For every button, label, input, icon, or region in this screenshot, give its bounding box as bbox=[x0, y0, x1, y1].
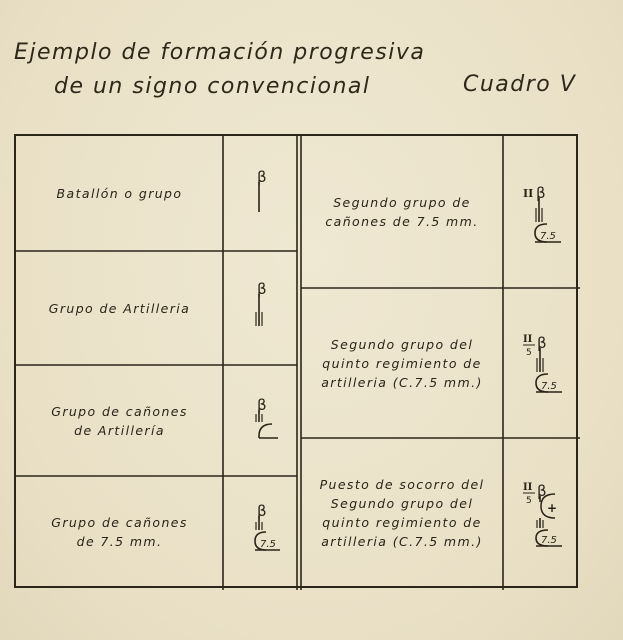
plate-number: Cuadro V bbox=[463, 72, 577, 97]
row-label: cañones de 7.5 mm. bbox=[325, 214, 479, 229]
grupo-artilleria-icon bbox=[245, 276, 285, 336]
svg-text:β: β bbox=[257, 168, 267, 186]
row-grupo-canones bbox=[16, 365, 223, 476]
svg-text:β: β bbox=[257, 502, 267, 520]
row-label: Segundo grupo de bbox=[333, 195, 471, 210]
row-grupo-canones-75 bbox=[16, 476, 223, 588]
puesto-socorro-icon bbox=[521, 476, 575, 554]
svg-text:II: II bbox=[523, 482, 533, 493]
row-label: de Artillería bbox=[74, 422, 165, 438]
batallon-grupo-icon bbox=[245, 164, 285, 224]
svg-text:7.5: 7.5 bbox=[541, 381, 557, 392]
title-line-1: Ejemplo de formación progresiva bbox=[14, 40, 426, 65]
segundo-grupo-canones-icon bbox=[521, 178, 571, 250]
row-label: Segundo grupo del bbox=[330, 496, 474, 511]
grupo-canones-75-icon bbox=[242, 498, 292, 560]
svg-text:β: β bbox=[257, 396, 267, 414]
row-grupo-artilleria bbox=[16, 251, 223, 365]
row-label: Grupo de cañones bbox=[51, 515, 188, 530]
title-line-2: de un signo convencional bbox=[54, 74, 371, 99]
segundo-grupo-quinto-regimiento-icon bbox=[521, 328, 573, 400]
svg-text:II: II bbox=[523, 334, 533, 345]
svg-text:β: β bbox=[536, 184, 546, 202]
row-label: de 7.5 mm. bbox=[76, 534, 163, 549]
grupo-canones-icon bbox=[242, 392, 292, 452]
row-label: quinto regimiento de bbox=[322, 355, 482, 371]
svg-text:β: β bbox=[537, 334, 547, 352]
row-label: Batallón o grupo bbox=[56, 186, 183, 201]
row-segundo-grupo-quinto-regimiento bbox=[301, 288, 503, 438]
row-batallon-grupo bbox=[16, 136, 223, 251]
svg-text:β: β bbox=[257, 280, 267, 298]
svg-text:7.5: 7.5 bbox=[540, 231, 556, 242]
svg-text:5: 5 bbox=[526, 348, 532, 358]
svg-text:5: 5 bbox=[526, 496, 532, 506]
svg-text:II: II bbox=[523, 187, 534, 200]
row-label: quinto regimiento de bbox=[322, 515, 482, 530]
row-label: Segundo grupo del bbox=[330, 336, 474, 352]
svg-text:7.5: 7.5 bbox=[260, 539, 276, 550]
row-label: Grupo de cañones bbox=[51, 403, 188, 419]
symbol-table bbox=[14, 134, 578, 588]
svg-text:7.5: 7.5 bbox=[541, 535, 557, 546]
row-puesto-socorro bbox=[301, 438, 503, 588]
svg-text:β: β bbox=[537, 482, 547, 500]
row-label: Grupo de Artilleria bbox=[48, 300, 191, 316]
row-segundo-grupo-canones bbox=[301, 136, 503, 288]
row-label: Puesto de socorro del bbox=[319, 477, 485, 492]
row-label: artilleria (C.7.5 mm.) bbox=[321, 374, 483, 390]
row-label: artilleria (C.7.5 mm.) bbox=[321, 534, 483, 549]
svg-text:+: + bbox=[547, 501, 558, 515]
